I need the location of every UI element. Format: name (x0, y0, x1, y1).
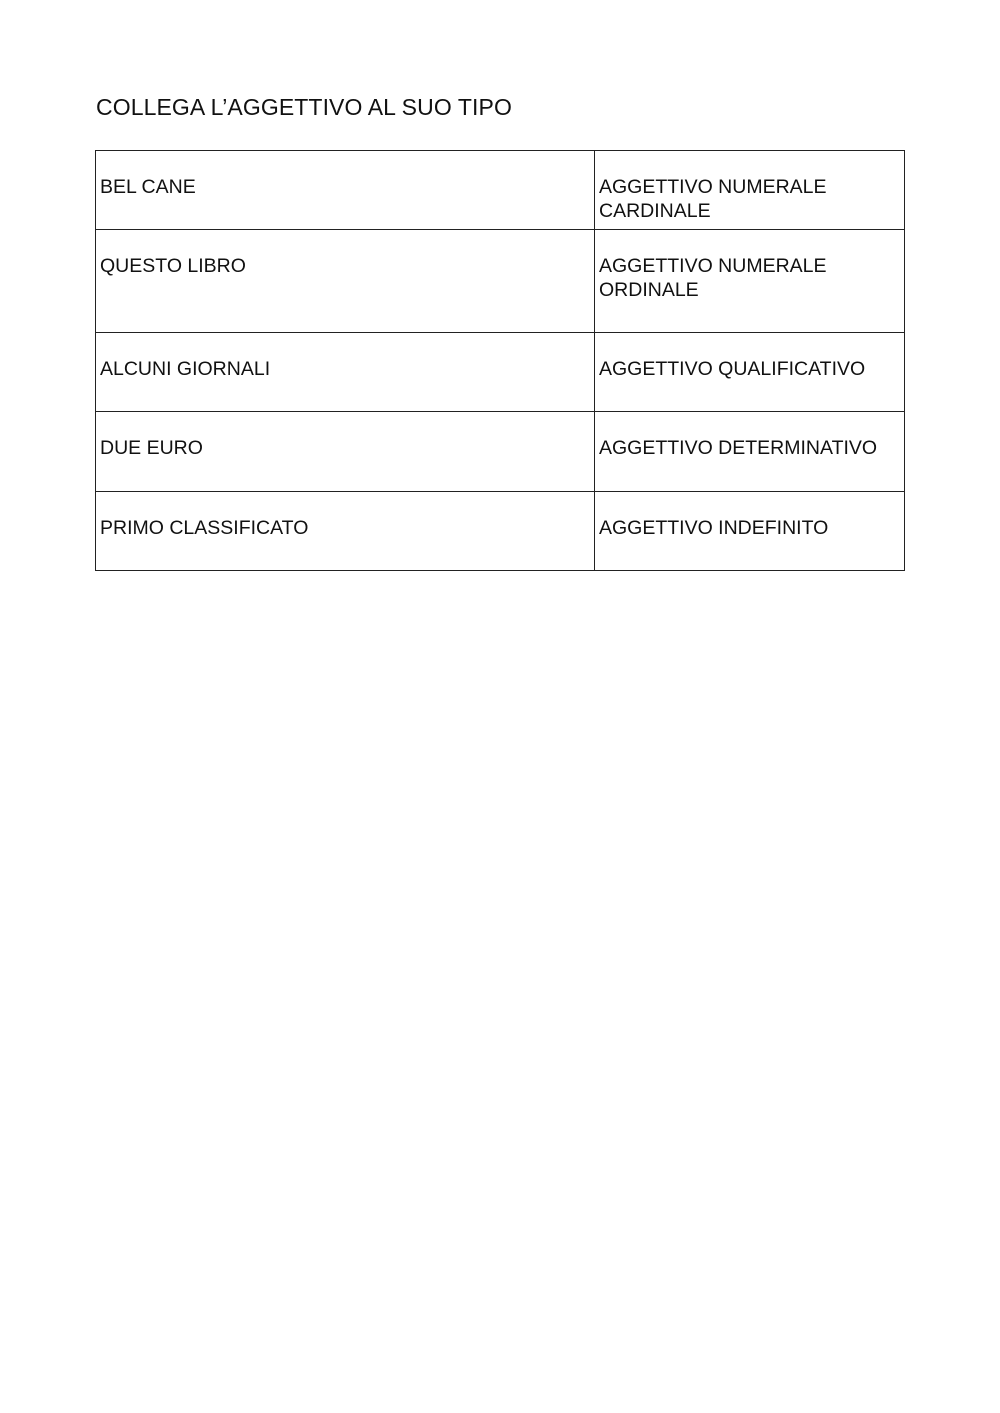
page-title: COLLEGA L’AGGETTIVO AL SUO TIPO (96, 94, 512, 120)
adjective-phrase-cell: PRIMO CLASSIFICATO (96, 492, 595, 571)
adjective-type-cell: AGGETTIVO INDEFINITO (595, 492, 905, 571)
table-row (96, 492, 905, 571)
table-row (96, 230, 905, 333)
table-row (96, 412, 905, 492)
table-row (96, 333, 905, 412)
table-row (96, 151, 905, 230)
adjective-type-cell: AGGETTIVO NUMERALE ORDINALE (595, 230, 905, 333)
adjective-phrase-cell: ALCUNI GIORNALI (96, 333, 595, 412)
adjective-phrase-cell: DUE EURO (96, 412, 595, 492)
adjective-type-cell: AGGETTIVO DETERMINATIVO (595, 412, 905, 492)
adjective-type-cell: AGGETTIVO QUALIFICATIVO (595, 333, 905, 412)
matching-table (95, 150, 905, 571)
adjective-phrase-cell: BEL CANE (96, 151, 595, 230)
adjective-type-cell: AGGETTIVO NUMERALE CARDINALE (595, 151, 905, 230)
adjective-phrase-cell: QUESTO LIBRO (96, 230, 595, 333)
